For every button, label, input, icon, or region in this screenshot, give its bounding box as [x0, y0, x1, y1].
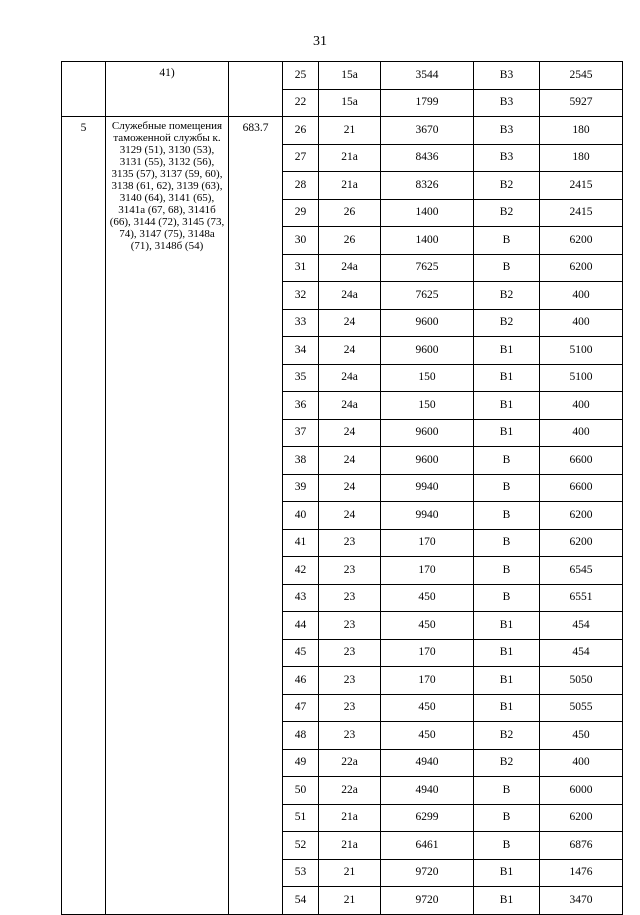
cell-col4: В [474, 832, 540, 860]
row-number: 35 [283, 364, 319, 392]
data-table [61, 61, 623, 915]
row-number: 39 [283, 474, 319, 502]
row-number: 32 [283, 282, 319, 310]
cell-col2: 22а [319, 777, 381, 805]
cell-col3: 4940 [381, 749, 474, 777]
cell-col4: В1 [474, 364, 540, 392]
cell-col3: 9600 [381, 337, 474, 365]
cell-col2: 24 [319, 309, 381, 337]
cell-col3: 9940 [381, 474, 474, 502]
index-cell [62, 62, 106, 117]
row-number: 27 [283, 144, 319, 172]
cell-col5: 454 [540, 612, 623, 640]
cell-col5: 400 [540, 419, 623, 447]
cell-col3: 1400 [381, 199, 474, 227]
object-name: Служебные помещения таможенной службы к. 3129 (51), 3130 (53), 3131 (55), 3132 (56), 3135 (57), 3137 (59, 60), 3138 (61, 62), 3139 (63), 3140 (64), 3141 (65), 3141а (67, 68), 3141б (66), 3144 (72), 3145 (73, 74), 3147 (75), 3148а (71), 3148б (54) [109, 120, 225, 252]
cell-col2: 24 [319, 419, 381, 447]
cell-col2: 23 [319, 694, 381, 722]
page-number: 31 [313, 34, 327, 49]
cell-col4: В1 [474, 419, 540, 447]
row-number: 37 [283, 419, 319, 447]
cell-col4: В1 [474, 887, 540, 915]
cell-col2: 21 [319, 859, 381, 887]
cell-col4: В2 [474, 199, 540, 227]
cell-col3: 1799 [381, 89, 474, 117]
cell-col5: 6200 [540, 804, 623, 832]
cell-col2: 21а [319, 144, 381, 172]
row-number: 36 [283, 392, 319, 420]
cell-col2: 24 [319, 337, 381, 365]
cell-col4: В [474, 529, 540, 557]
cell-col2: 24 [319, 447, 381, 475]
object-name-cell [106, 62, 229, 117]
cell-col3: 150 [381, 392, 474, 420]
cell-col3: 3544 [381, 62, 474, 90]
cell-col5: 6200 [540, 227, 623, 255]
cell-col5: 6551 [540, 584, 623, 612]
cell-col2: 26 [319, 227, 381, 255]
cell-col2: 24 [319, 474, 381, 502]
cell-col4: В2 [474, 172, 540, 200]
cell-col2: 24а [319, 282, 381, 310]
cell-col3: 450 [381, 694, 474, 722]
row-number: 29 [283, 199, 319, 227]
cell-col3: 3670 [381, 117, 474, 145]
cell-col5: 5055 [540, 694, 623, 722]
cell-col3: 170 [381, 557, 474, 585]
cell-col5: 180 [540, 144, 623, 172]
row-number: 41 [283, 529, 319, 557]
cell-col2: 23 [319, 584, 381, 612]
table-row [62, 62, 623, 90]
cell-col4: В1 [474, 639, 540, 667]
cell-col5: 6000 [540, 777, 623, 805]
row-number: 43 [283, 584, 319, 612]
cell-col2: 21а [319, 832, 381, 860]
cell-col4: В1 [474, 667, 540, 695]
cell-col4: В3 [474, 117, 540, 145]
cell-col5: 400 [540, 749, 623, 777]
row-number: 42 [283, 557, 319, 585]
cell-col2: 26 [319, 199, 381, 227]
cell-col2: 21а [319, 172, 381, 200]
cell-col3: 450 [381, 722, 474, 750]
row-number: 26 [283, 117, 319, 145]
cell-col5: 6876 [540, 832, 623, 860]
cell-col2: 24 [319, 502, 381, 530]
cell-col5: 2415 [540, 172, 623, 200]
cell-col3: 170 [381, 667, 474, 695]
cell-col5: 400 [540, 282, 623, 310]
cell-col5: 6200 [540, 529, 623, 557]
cell-col4: В [474, 474, 540, 502]
cell-col3: 7625 [381, 282, 474, 310]
cell-col3: 8326 [381, 172, 474, 200]
cell-col3: 1400 [381, 227, 474, 255]
cell-col3: 170 [381, 529, 474, 557]
cell-col4: В2 [474, 722, 540, 750]
cell-col5: 400 [540, 392, 623, 420]
row-number: 25 [283, 62, 319, 90]
cell-col4: В2 [474, 282, 540, 310]
cell-col2: 21а [319, 804, 381, 832]
cell-col2: 24а [319, 254, 381, 282]
cell-col4: В [474, 447, 540, 475]
row-number: 33 [283, 309, 319, 337]
row-number: 31 [283, 254, 319, 282]
cell-col2: 23 [319, 667, 381, 695]
row-number: 46 [283, 667, 319, 695]
cell-col3: 7625 [381, 254, 474, 282]
cell-col2: 23 [319, 557, 381, 585]
cell-col5: 6545 [540, 557, 623, 585]
cell-col4: В2 [474, 749, 540, 777]
cell-col5: 6600 [540, 447, 623, 475]
cell-col4: В [474, 502, 540, 530]
cell-col4: В1 [474, 337, 540, 365]
cell-col5: 2415 [540, 199, 623, 227]
cell-col2: 21 [319, 117, 381, 145]
row-number: 47 [283, 694, 319, 722]
cell-col5: 1476 [540, 859, 623, 887]
cell-col2: 23 [319, 722, 381, 750]
group-index: 5 [80, 122, 87, 134]
row-number: 28 [283, 172, 319, 200]
cell-col3: 9600 [381, 419, 474, 447]
cell-col3: 9600 [381, 309, 474, 337]
cell-col4: В [474, 777, 540, 805]
cell-col3: 4940 [381, 777, 474, 805]
row-number: 54 [283, 887, 319, 915]
cell-col3: 8436 [381, 144, 474, 172]
index-cell [62, 117, 106, 915]
cell-col3: 9940 [381, 502, 474, 530]
cell-col5: 450 [540, 722, 623, 750]
cell-col4: В3 [474, 144, 540, 172]
cell-col5: 5100 [540, 337, 623, 365]
cell-col3: 9720 [381, 859, 474, 887]
cell-col5: 5927 [540, 89, 623, 117]
cell-col2: 23 [319, 529, 381, 557]
area-value: 683.7 [242, 122, 269, 134]
cell-col4: В3 [474, 89, 540, 117]
cell-col3: 150 [381, 364, 474, 392]
area-cell [229, 117, 283, 915]
cell-col2: 15а [319, 62, 381, 90]
row-number: 53 [283, 859, 319, 887]
cell-col3: 450 [381, 612, 474, 640]
row-number: 45 [283, 639, 319, 667]
cell-col3: 9720 [381, 887, 474, 915]
cell-col5: 6200 [540, 254, 623, 282]
row-number: 38 [283, 447, 319, 475]
cell-col2: 15а [319, 89, 381, 117]
cell-col4: В2 [474, 309, 540, 337]
cell-col4: В [474, 584, 540, 612]
cell-col4: В1 [474, 859, 540, 887]
cell-col5: 400 [540, 309, 623, 337]
cell-col4: В [474, 557, 540, 585]
row-number: 51 [283, 804, 319, 832]
cell-col4: В3 [474, 62, 540, 90]
row-number: 44 [283, 612, 319, 640]
object-name-cell [106, 117, 229, 915]
cell-col2: 21 [319, 887, 381, 915]
cell-col4: В1 [474, 392, 540, 420]
row-number: 30 [283, 227, 319, 255]
cell-col5: 2545 [540, 62, 623, 90]
cell-col4: В [474, 254, 540, 282]
cell-col5: 3470 [540, 887, 623, 915]
row-number: 50 [283, 777, 319, 805]
cell-col3: 6461 [381, 832, 474, 860]
cell-col5: 6200 [540, 502, 623, 530]
row-number: 49 [283, 749, 319, 777]
cell-col4: В [474, 804, 540, 832]
area-cell [229, 62, 283, 117]
cell-col5: 6600 [540, 474, 623, 502]
cell-col3: 170 [381, 639, 474, 667]
cell-col2: 24а [319, 364, 381, 392]
cell-col2: 23 [319, 639, 381, 667]
cell-col5: 5050 [540, 667, 623, 695]
row-number: 52 [283, 832, 319, 860]
cell-col2: 23 [319, 612, 381, 640]
cell-col4: В1 [474, 694, 540, 722]
cell-col5: 180 [540, 117, 623, 145]
cell-col2: 24а [319, 392, 381, 420]
cell-col3: 450 [381, 584, 474, 612]
continued-text: 41) [159, 67, 175, 79]
table-row [62, 117, 623, 145]
cell-col3: 6299 [381, 804, 474, 832]
cell-col2: 22а [319, 749, 381, 777]
row-number: 34 [283, 337, 319, 365]
cell-col5: 5100 [540, 364, 623, 392]
cell-col4: В1 [474, 612, 540, 640]
row-number: 22 [283, 89, 319, 117]
cell-col4: В [474, 227, 540, 255]
row-number: 48 [283, 722, 319, 750]
cell-col3: 9600 [381, 447, 474, 475]
cell-col5: 454 [540, 639, 623, 667]
row-number: 40 [283, 502, 319, 530]
